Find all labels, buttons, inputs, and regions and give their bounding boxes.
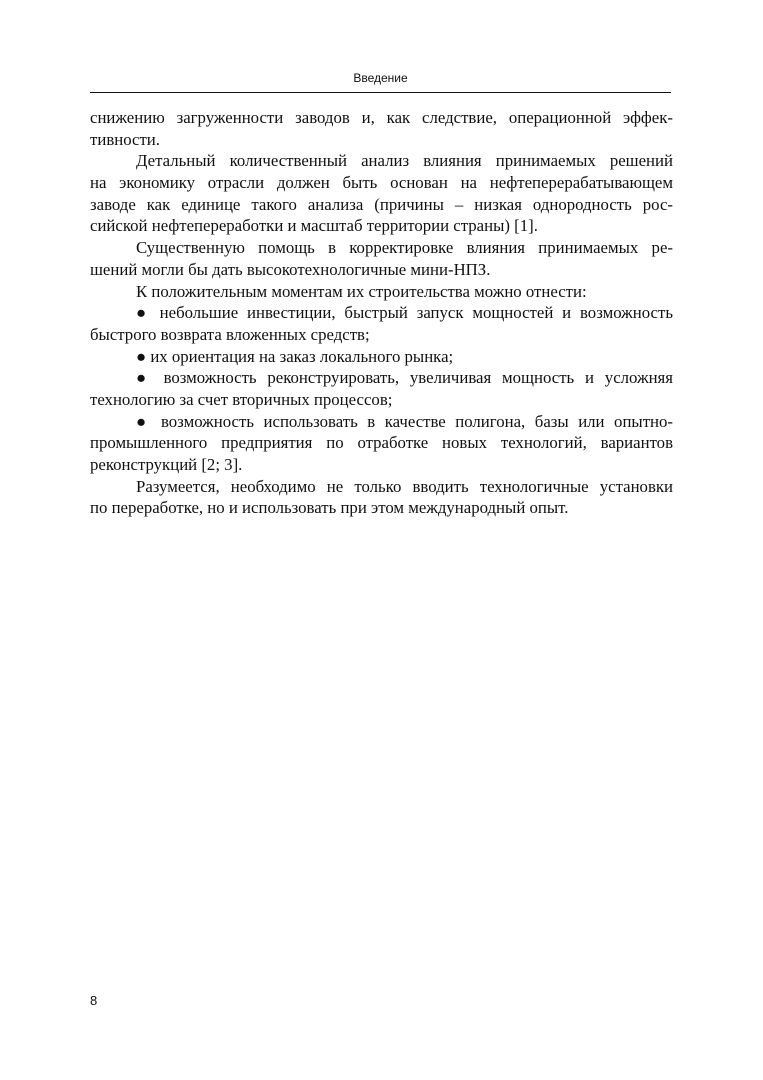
text-line: на экономику отрасли должен быть основан на нефтеперерабатывающем [90,173,673,193]
list-item-line: ● их ориентация на заказ локального рынка; [136,346,454,366]
text-line: по переработке, но и использовать при этом международный опыт. [90,498,569,518]
text-line: реконструкций [2; 3]. [90,455,243,474]
page-number: 8 [90,993,98,1008]
body-text [90,107,673,519]
text-line: промышленного предприятия по отработке новых технологий, вариантов [90,433,673,453]
text-line: шений могли бы дать высокотехнологичные мини-НПЗ. [90,259,491,279]
text-line: сийской нефтепереработки и масштаб территории страны) [1]. [90,216,538,236]
running-header-title: Введение [353,71,408,85]
text-line: Детальный количественный анализ влияния принимаемых решений [136,151,673,171]
list-item-line: ● возможность реконструировать, увеличивая мощность и усложняя [136,368,673,388]
text-line: тивности. [90,129,160,149]
text-line: Разумеется, необходимо не только вводить технологичные установки [136,476,673,496]
text-line: технологию за счет вторичных процессов; [90,389,393,409]
list-item-line: ● возможность использовать в качестве полигона, базы или опытно- [136,411,673,431]
text-line: быстрого возврата вложенных средств; [90,324,370,344]
text-line: К положительным моментам их строительства можно отнести: [136,281,587,301]
text-line: Существенную помощь в корректировке влияния принимаемых ре- [136,238,673,258]
text-line: заводе как единице такого анализа (причины – низкая однородность рос- [90,194,673,214]
list-item-line: ● небольшие инвестиции, быстрый запуск мощностей и возможность [136,303,673,323]
text-line: снижению загруженности заводов и, как следствие, операционной эффек- [90,108,673,127]
header-rule [90,92,671,93]
